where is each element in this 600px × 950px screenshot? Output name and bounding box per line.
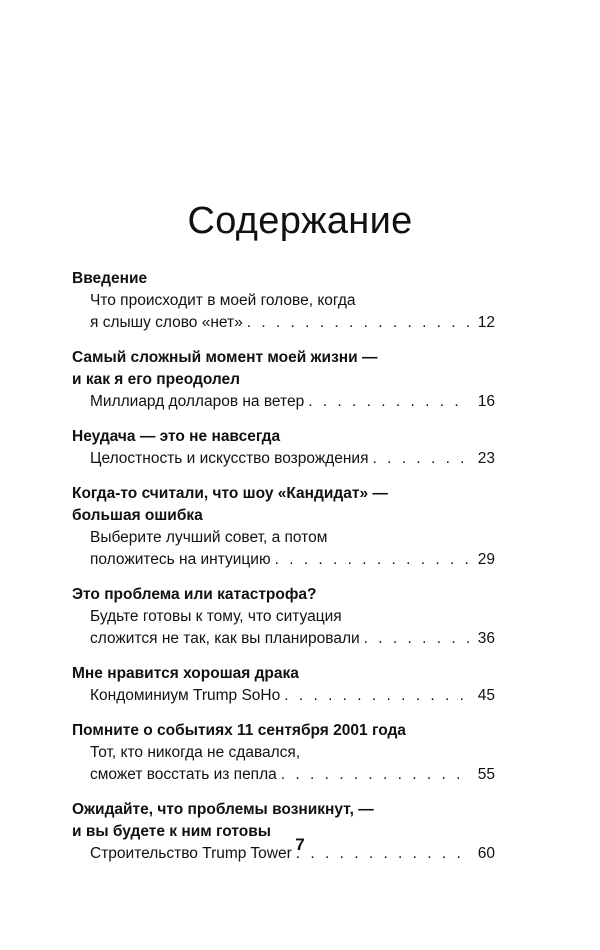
dot-leader [364, 628, 469, 650]
toc-entry[interactable] [90, 685, 495, 707]
entry-row [90, 685, 495, 707]
dot-leader [281, 764, 469, 786]
toc-section [72, 483, 495, 571]
entry-page-number: 16 [477, 393, 495, 410]
entry-page-number: 55 [477, 766, 495, 783]
toc-section [72, 584, 495, 650]
entry-row [90, 448, 495, 470]
entry-line: я слышу слово «нет» [90, 314, 243, 331]
entry-row [90, 391, 495, 413]
toc-section [72, 799, 495, 865]
entry-page-number: 29 [477, 551, 495, 568]
toc-entry[interactable] [90, 448, 495, 470]
toc-entry[interactable] [90, 290, 495, 334]
entry-line: Миллиард долларов на ветер [90, 393, 305, 410]
section-heading: Помните о событиях 11 сентября 2001 года [72, 722, 406, 739]
entry-line: сможет восстать из пепла [90, 766, 277, 783]
entry-line: Кондоминиум Trump SoHo [90, 687, 281, 704]
table-of-contents [72, 268, 495, 878]
entry-page-number: 60 [477, 845, 495, 862]
section-heading: и как я его преодолел [72, 371, 241, 388]
entry-row [90, 764, 495, 786]
toc-entry[interactable] [90, 606, 495, 650]
section-heading: большая ошибка [72, 507, 203, 524]
toc-section [72, 268, 495, 334]
entry-page-number: 45 [477, 687, 495, 704]
section-heading: Мне нравится хорошая драка [72, 665, 299, 682]
section-heading: Когда-то считали, что шоу «Кандидат» — [72, 485, 388, 502]
entry-row [90, 549, 495, 571]
dot-leader [275, 549, 469, 571]
dot-leader [373, 448, 470, 470]
entry-line: Выберите лучший совет, а потом [90, 529, 328, 546]
entry-line: Что происходит в моей голове, когда [90, 292, 356, 309]
entry-page-number: 12 [477, 314, 495, 331]
entry-page-number: 23 [477, 450, 495, 467]
section-heading: Самый сложный момент моей жизни — [72, 349, 378, 366]
section-heading: Неудача — это не навсегда [72, 428, 281, 445]
section-heading: Введение [72, 270, 148, 287]
entry-row [90, 628, 495, 650]
entry-line: сложится не так, как вы планировали [90, 630, 360, 647]
toc-section [72, 347, 495, 413]
toc-section [72, 426, 495, 470]
entry-page-number: 36 [477, 630, 495, 647]
page-title: Содержание [187, 200, 413, 242]
dot-leader [284, 685, 469, 707]
page-number: 7 [295, 835, 305, 854]
toc-section [72, 663, 495, 707]
section-heading: Это проблема или катастрофа? [72, 586, 317, 603]
entry-line: Будьте готовы к тому, что ситуация [90, 608, 342, 625]
entry-row [90, 312, 495, 334]
section-heading: Ожидайте, что проблемы возникнут, — [72, 801, 374, 818]
entry-line: Целостность и искусство возрождения [90, 450, 369, 467]
entry-line: Строительство Trump Tower [90, 845, 292, 862]
toc-entry[interactable] [90, 527, 495, 571]
toc-entry[interactable] [90, 391, 495, 413]
toc-entry[interactable] [90, 742, 495, 786]
dot-leader [308, 391, 469, 413]
entry-line: Тот, кто никогда не сдавался, [90, 744, 301, 761]
dot-leader [247, 312, 469, 334]
entry-line: положитесь на интуицию [90, 551, 271, 568]
toc-section [72, 720, 495, 786]
section-heading: и вы будете к ним готовы [72, 823, 271, 840]
